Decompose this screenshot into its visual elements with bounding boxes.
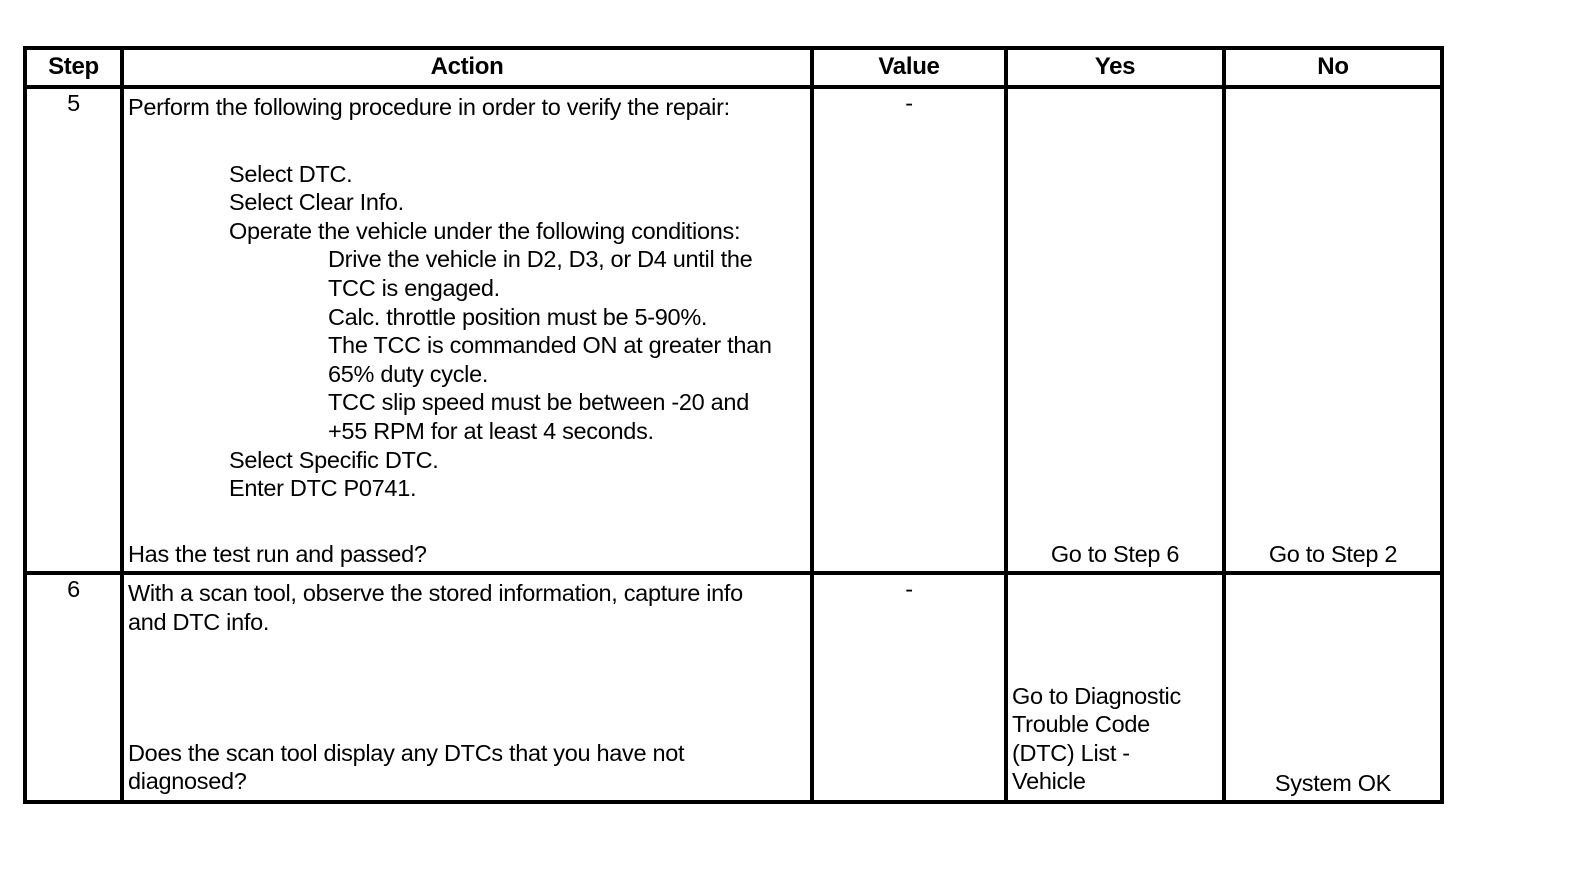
header-action: Action — [122, 48, 812, 87]
action-step: Enter DTC P0741. — [229, 475, 417, 502]
yes-cell — [1006, 87, 1224, 573]
action-step: Select DTC. — [229, 160, 353, 187]
table-row-step-5 — [25, 87, 1442, 573]
action-cell — [122, 87, 812, 573]
action-substep: TCC slip speed must be between -20 and — [328, 389, 749, 416]
diagnostic-table — [23, 46, 1444, 804]
yes-result — [1012, 682, 1220, 796]
action-intro: and DTC info. — [128, 608, 270, 635]
no-cell — [1224, 87, 1442, 573]
header-row — [25, 48, 1442, 87]
no-result: System OK — [1274, 770, 1392, 797]
action-step: Select Clear Info. — [229, 189, 404, 216]
yes-result-line: Trouble Code — [1012, 711, 1150, 738]
action-intro: Perform the following procedure in order to verify the repair: — [128, 94, 730, 120]
action-question — [128, 739, 684, 796]
table-row-step-6 — [25, 573, 1442, 802]
action-substep: Drive the vehicle in D2, D3, or D4 until the — [328, 246, 753, 273]
step-number: 6 — [25, 573, 122, 802]
action-question: Has the test run and passed? — [128, 541, 427, 568]
value-cell: - — [812, 87, 1006, 573]
action-substep: Calc. throttle position must be 5-90%. — [328, 303, 708, 330]
action-substep: The TCC is commanded ON at greater than — [328, 332, 772, 359]
header-yes: Yes — [1006, 48, 1224, 87]
yes-result-line: Vehicle — [1012, 768, 1086, 795]
value-cell: - — [812, 573, 1006, 802]
no-result: Go to Step 2 — [1268, 541, 1398, 568]
header-value: Value — [812, 48, 1006, 87]
action-step: Operate the vehicle under the following conditions: — [229, 217, 741, 244]
header-step: Step — [25, 48, 122, 87]
action-step: Select Specific DTC. — [229, 446, 439, 473]
action-substep: +55 RPM for at least 4 seconds. — [328, 417, 654, 444]
yes-result: Go to Step 6 — [1050, 541, 1180, 568]
action-intro: With a scan tool, observe the stored information, capture info — [128, 580, 743, 606]
action-substep: TCC is engaged. — [328, 274, 500, 301]
yes-cell — [1006, 573, 1224, 802]
no-cell — [1224, 573, 1442, 802]
step-number: 5 — [25, 87, 122, 573]
action-cell — [122, 573, 812, 802]
action-substep: 65% duty cycle. — [328, 360, 489, 387]
yes-result-line: Go to Diagnostic — [1012, 682, 1181, 709]
action-question-line: diagnosed? — [128, 768, 247, 795]
header-no: No — [1224, 48, 1442, 87]
yes-result-line: (DTC) List - — [1012, 739, 1130, 766]
action-question-line: Does the scan tool display any DTCs that you have not — [128, 739, 685, 766]
